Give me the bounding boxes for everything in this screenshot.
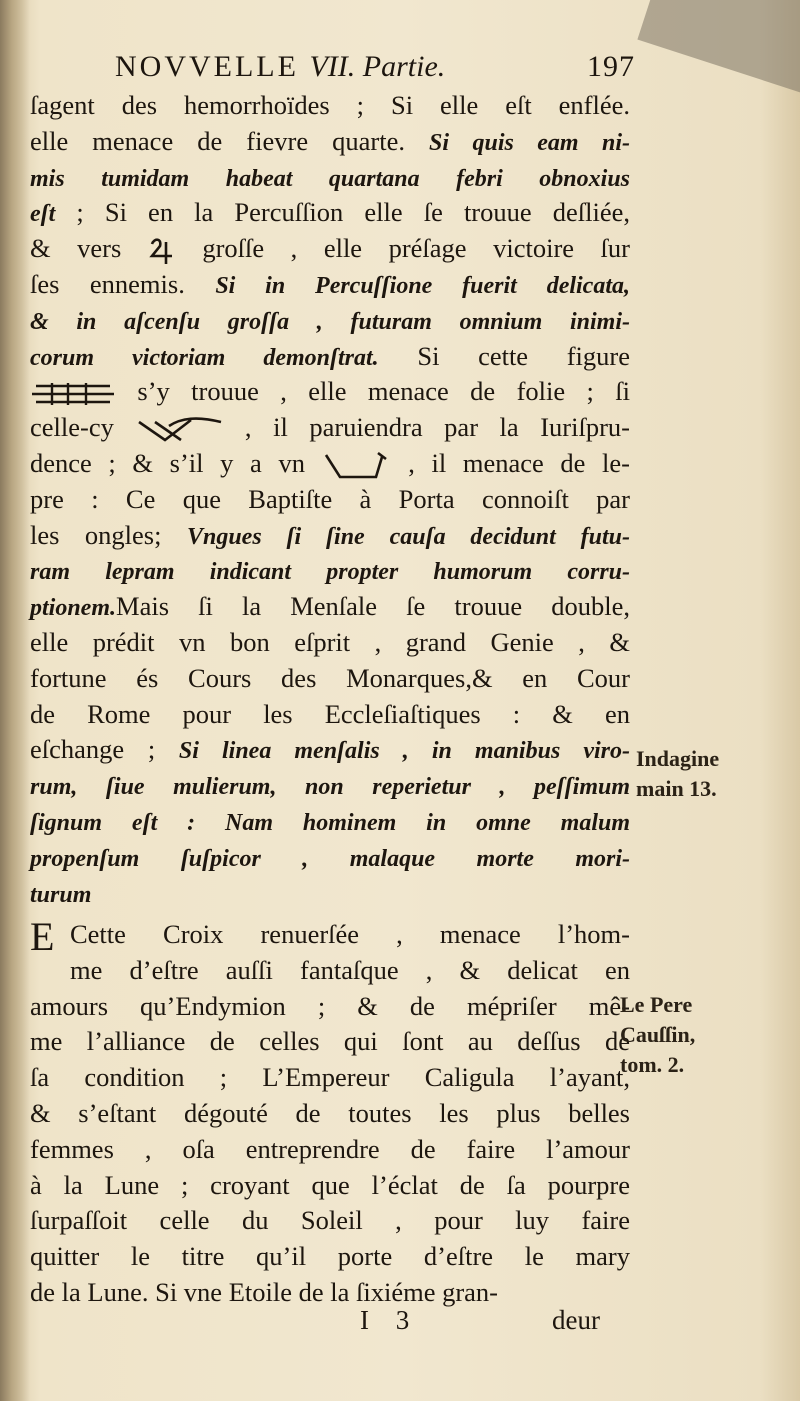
text-line: ram lepram indicant propter humorum corru- [30,559,630,586]
text-line: quitter le titre qu’il porte d’eſtre le mary [30,1241,630,1272]
text-line: fortune és Cours des Monarques,& en Cour [30,662,630,693]
text-line: elle menace de fievre quarte. Si quis eam ni- [30,125,630,156]
page-corner-shadow [637,0,800,95]
text-line: corum victoriam demonſtrat. Si cette figure [30,340,630,371]
text-line: ptionem.Mais ſi la Menſale ſe trouue double, [30,591,630,622]
text-line: elle prédit vn bon eſprit , grand Genie , & [30,626,630,657]
palm-line-figure-icon [322,451,392,481]
text-line: ſurpaſſoit celle du Soleil , pour luy faire [30,1205,630,1236]
page-footer [360,1305,600,1345]
margin-note-line: main 13. [636,776,717,801]
text-line: eſt ; Si en la Percuſſion elle ſe trouue deſliée, [30,197,630,228]
text-line: ſignum eſt : Nam hominem in omne malum [30,809,630,836]
palm-line-figure-icon [30,381,116,407]
binding-gutter [0,0,30,1401]
text-line: pre : Ce que Baptiſte à Porta connoiſt par [30,483,630,514]
text-line: s’y trouue , elle menace de folie ; ſi [30,374,630,410]
text-line: de la Lune. Si vne Etoile de la ſixiéme gran- [30,1276,499,1307]
text-line: ſagent des hemorrhoïdes ; Si elle eſt enflée. [30,90,630,120]
jupiter-symbol-icon [148,236,176,266]
page-number: 197 [587,50,635,83]
main-paragraph [30,88,630,911]
signature-mark: I 3 [360,1305,420,1335]
text-line: amours qu’Endymion ; & de mépriſer mê- [30,990,630,1021]
text-line: & vers groſſe , elle préſage victoire ſur [30,231,630,267]
text-line: femmes , oſa entreprendre de faire l’amour [30,1133,630,1164]
palm-line-figure-icon [135,416,223,444]
text-line: Cette Croix renuerſée , menace l’hom- [70,919,630,949]
text-line: dence ; & s’il y a vn , il menace de le- [30,446,630,482]
running-title [115,50,445,84]
text-line: à la Lune ; croyant que l’éclat de ſa pourpre [30,1169,630,1200]
text-line: ſa condition ; L’Empereur Caligula l’ayant, [30,1062,630,1093]
margin-note-line: tom. 2. [620,1052,685,1077]
catchword: deur [552,1305,600,1335]
margin-note-caussin [620,990,695,1080]
margin-note-indagine [636,744,719,804]
text-line: eſchange ; Si linea menſalis , in manibus viro- [30,734,630,765]
part-label: VII. Partie. [309,50,446,83]
text-line: de Rome pour les Eccleſiaſtiques : & en [30,698,630,729]
text-line: mis tumidam habeat quartana febri obnoxius [30,165,630,192]
text-line: turum [30,881,92,908]
drop-cap-letter: E [30,914,55,959]
margin-note-line: Cauſſin, [620,1022,696,1047]
margin-note-line: Le Pere [620,992,693,1017]
text-line: me l’alliance de celles qui ſont au deſſus de [30,1026,630,1057]
text-line: & in aſcenſu groſſa , futuram omnium inimi- [30,308,630,335]
running-title-text: NOVVELLE [115,50,299,83]
text-line: celle-cy , il paruiendra par la Iuriſpru- [30,412,630,443]
text-line: rum, ſiue mulierum, non reperietur , peſſimum [30,774,630,801]
text-line: ſes ennemis. Si in Percuſſione fuerit delicata, [30,268,630,299]
text-line: propenſum ſuſpicor , malaque morte mori- [30,845,630,872]
text-line: me d’eſtre auſſi fantaſque , & delicat en [70,954,630,985]
text-line: & s’eſtant dégouté de toutes les plus belles [30,1097,630,1128]
running-header [115,50,635,90]
text-line: les ongles; Vngues ſi ſine cauſa decidunt futu- [30,519,630,550]
margin-note-line: Indagine [636,746,720,771]
second-paragraph [30,914,630,1311]
